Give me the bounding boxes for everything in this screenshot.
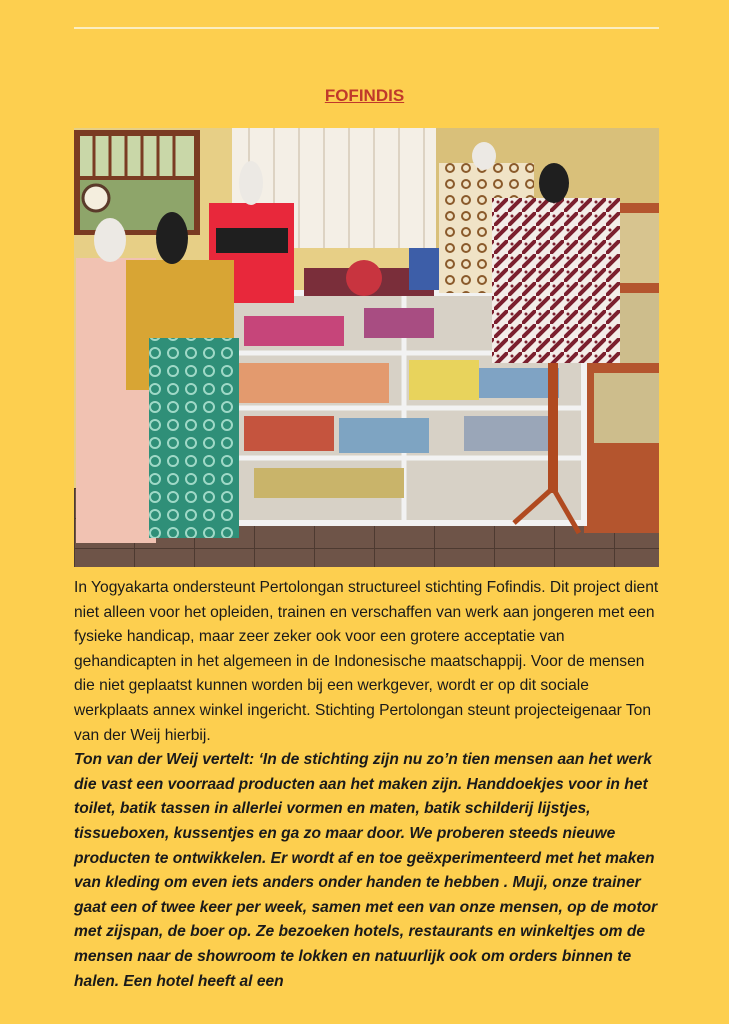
page-title: FOFINDIS (324, 86, 405, 105)
photo-illustration (74, 128, 659, 567)
quote-paragraph: Ton van der Weij vertelt: ‘In de stichting zijn nu zo’n tien mensen aan het werk die vast een voorraad producten aan het maken zijn. Handdoekjes voor in het toilet, batik tassen in allerlei vormen en maten, batik schilderij lijstjes, tissueboxen, kussentjes en ga zo maar door. We proberen steeds nieuwe producten te ontwikkelen. Er wordt af en toe geëxperimenteerd met het maken van kleding om even iets anders onder handen te hebben . Muji, onze trainer gaat een of twee keer per week, samen met een van onze mensen, op de motor met zijspan, de boer op. Ze bezoeken hotels, restaurants en winkeltjes om de mensen naar de showroom te lokken en natuurlijk ook om orders binnen te halen. Een hotel heeft al een (74, 751, 658, 990)
article-body (74, 576, 664, 994)
top-divider (74, 27, 659, 29)
intro-paragraph: In Yogyakarta ondersteunt Pertolongan structureel stichting Fofindis. Dit project dient niet alleen voor het opleiden, trainen en verschaffen van werk aan jongeren met een fysieke handicap, maar zeer zeker ook voor een grotere acceptatie van gehandicapten in het algemeen in de Indonesische maatschappij. Voor de mensen die niet geplaatst kunnen worden bij een werkgever, wordt er op dit sociale werkplaats annex winkel ingericht. Stichting Pertolongan steunt projecteigenaar Ton van der Weij hierbij. (74, 579, 659, 744)
showroom-photo (74, 128, 659, 567)
